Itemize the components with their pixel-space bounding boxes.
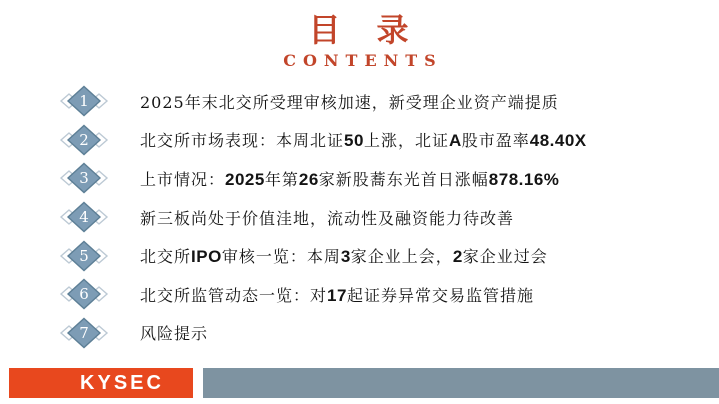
- kysec-logo: KYSEC: [9, 368, 193, 398]
- toc-item-label: [140, 283, 534, 306]
- toc-label-text: 审核一览：本周: [221, 247, 341, 267]
- diamond-bullet-icon: [58, 201, 110, 233]
- toc-label-text: 北交所市场表现：本周北证: [140, 131, 345, 151]
- bullet-number: 4: [79, 208, 89, 227]
- toc-label-text: 股市盈率: [461, 131, 530, 151]
- toc-label-text: 家企业过会: [462, 247, 548, 267]
- toc-label-emphasis: 3: [340, 247, 351, 267]
- toc-label-emphasis: 26: [298, 169, 319, 189]
- bullet-number: 2: [79, 130, 89, 149]
- toc-label-text: 年第: [264, 169, 299, 189]
- bullet-number: 3: [79, 169, 89, 188]
- bullet-number: 5: [79, 246, 89, 265]
- toc-item-label: [140, 244, 548, 267]
- toc-label-text: 新三板尚处于价值洼地，流动性及融资能力待改善: [140, 208, 515, 228]
- toc-label-text: 2025年末北交所受理审核加速，新受理企业资产端提质: [140, 92, 559, 112]
- diamond-bullet-icon: [58, 317, 110, 349]
- bullet-number: 6: [79, 285, 89, 304]
- toc-label-emphasis: 48.40X: [529, 131, 587, 151]
- toc-label-text: 起证券异常交易监管措施: [346, 285, 534, 305]
- toc-label-emphasis: IPO: [191, 247, 222, 267]
- toc-item: [58, 159, 678, 198]
- toc-list: [58, 82, 678, 352]
- toc-label-text: 北交所: [140, 247, 192, 267]
- bullet-number: 7: [79, 323, 89, 342]
- diamond-bullet-icon: [58, 85, 110, 117]
- toc-label-text: 上涨，北证: [363, 131, 449, 151]
- toc-item-label: [140, 321, 208, 344]
- toc-item-label: [140, 206, 514, 229]
- toc-label-emphasis: 2: [452, 247, 463, 267]
- toc-label-text: 家新股蕎东光首日涨幅: [318, 169, 489, 189]
- toc-item-label: [140, 167, 559, 190]
- toc-item: [58, 236, 678, 275]
- toc-label-emphasis: 50: [344, 131, 364, 151]
- toc-label-emphasis: A: [448, 131, 462, 151]
- toc-label-text: 上市情况：: [140, 169, 226, 189]
- toc-item: [58, 198, 678, 237]
- diamond-bullet-icon: [58, 278, 110, 310]
- toc-label-text: 家企业上会，: [350, 247, 453, 267]
- toc-item-label: [140, 128, 587, 151]
- toc-item: [58, 275, 678, 314]
- toc-item: [58, 314, 678, 353]
- toc-label-emphasis: 878.16%: [488, 169, 560, 189]
- toc-item: [58, 82, 678, 121]
- page-subtitle: CONTENTS: [283, 50, 443, 70]
- title-block: [0, 12, 719, 70]
- toc-label-text: 风险提示: [140, 324, 209, 344]
- diamond-bullet-icon: [58, 240, 110, 272]
- toc-label-text: 北交所监管动态一览：对: [140, 285, 328, 305]
- diamond-bullet-icon: [58, 162, 110, 194]
- toc-item-label: [140, 90, 559, 113]
- bullet-number: 1: [79, 92, 89, 111]
- toc-label-emphasis: 2025: [225, 169, 265, 189]
- toc-label-emphasis: 17: [327, 285, 347, 305]
- diamond-bullet-icon: [58, 124, 110, 156]
- page-title: 目 录: [308, 11, 411, 49]
- toc-item: [58, 121, 678, 160]
- footer-bar: [203, 368, 719, 398]
